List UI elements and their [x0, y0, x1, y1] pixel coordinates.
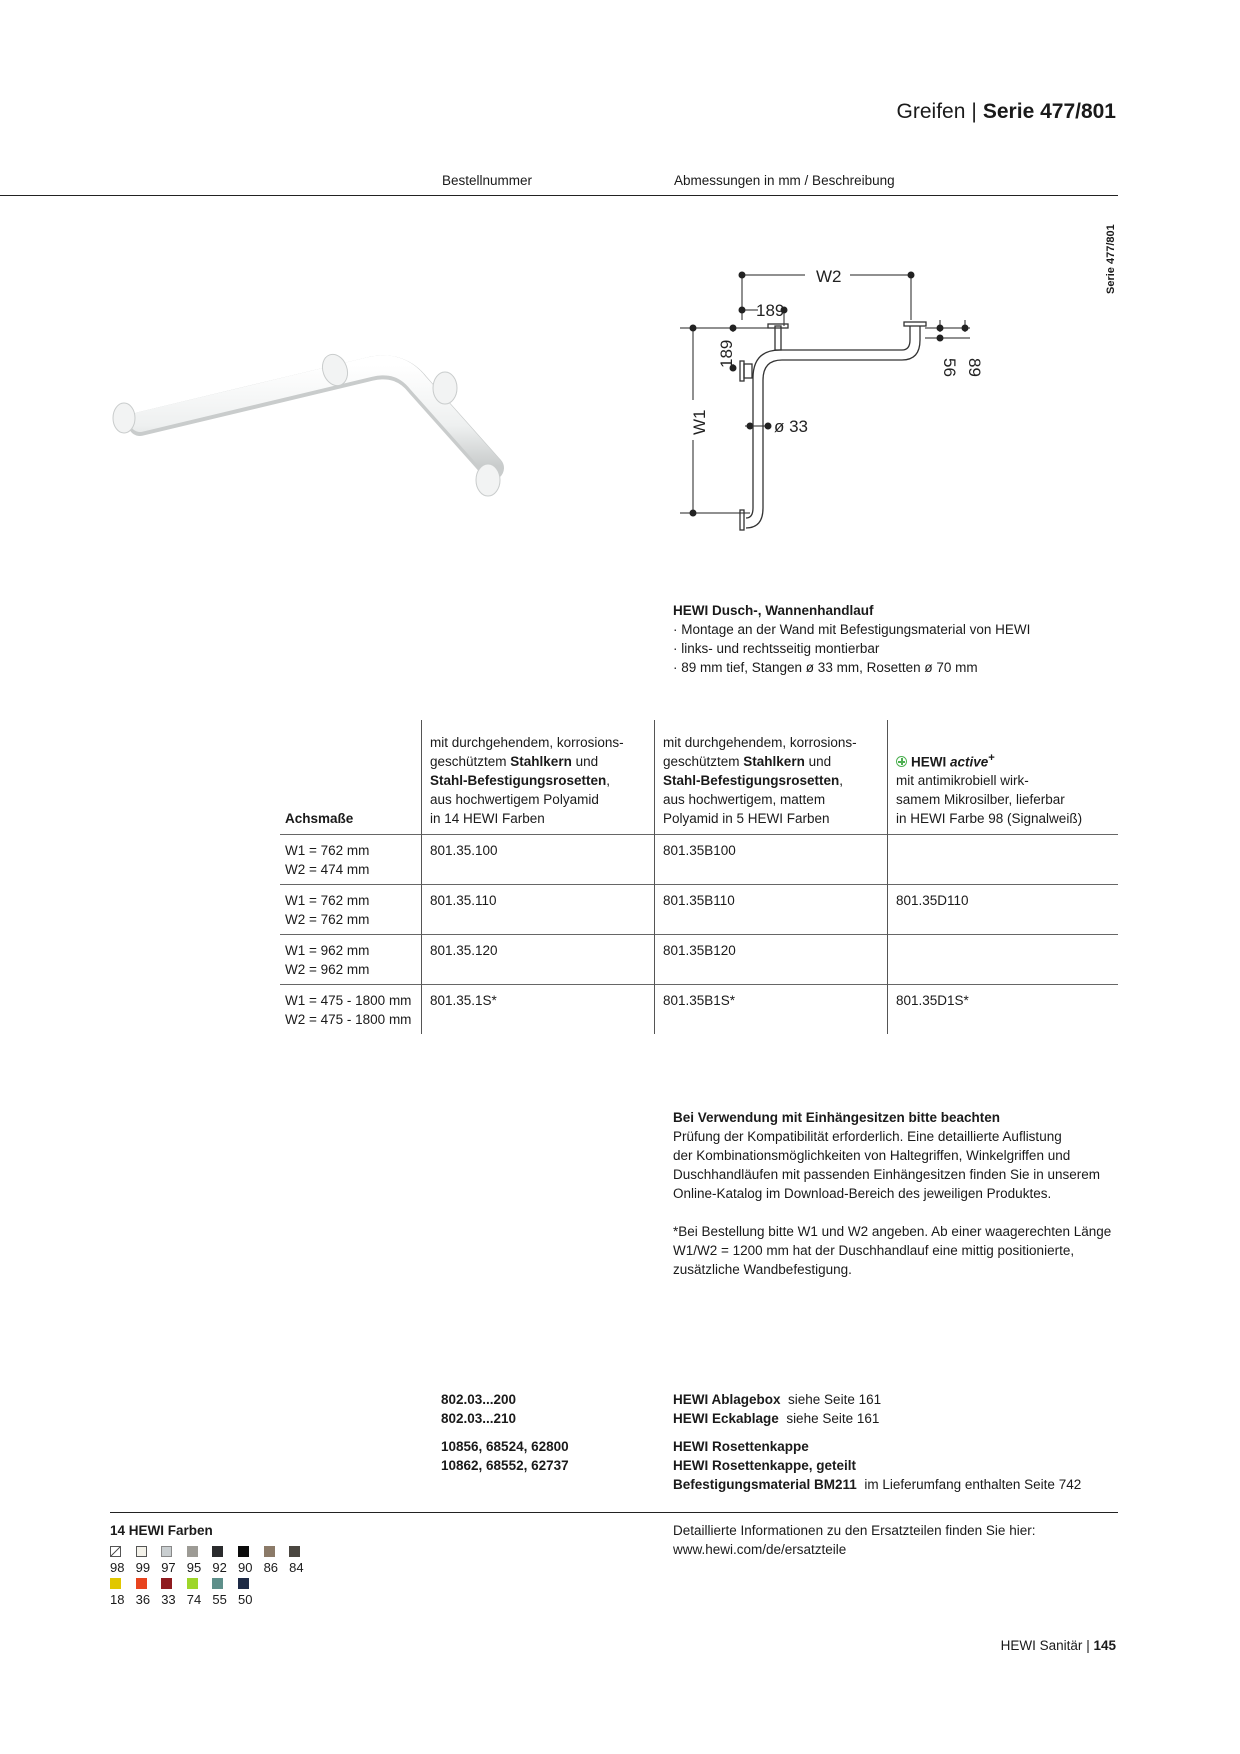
header-bold: Stahlkern — [743, 754, 805, 769]
product-title: HEWI Dusch-, Wannenhandlauf — [673, 603, 874, 618]
header-line: Polyamid in 5 HEWI Farben — [663, 811, 830, 826]
series-label: Serie 477/801 — [982, 100, 1116, 123]
header-text: und — [804, 754, 832, 769]
accessory-name: Befestigungsmaterial BM211 — [673, 1477, 857, 1492]
order-code: 801.35B100 — [655, 835, 888, 885]
swatch-90-icon — [238, 1546, 249, 1557]
swatch-99-icon — [136, 1546, 147, 1557]
spare-parts-info — [673, 1521, 1035, 1559]
dim-w1: W1 = 962 mm — [285, 943, 370, 958]
color-code: 55 — [212, 1592, 227, 1607]
order-code — [888, 835, 1119, 885]
order-code: 801.35D110 — [888, 885, 1119, 935]
table-row — [280, 885, 1118, 935]
table-row — [280, 835, 1118, 885]
color-code: 18 — [110, 1592, 125, 1607]
swatch-98-icon — [110, 1546, 121, 1557]
spec-table — [280, 720, 1118, 1034]
notice-line: Online-Katalog im Download-Bereich des jeweiligen Produktes. — [673, 1186, 1052, 1201]
header-col-active — [888, 720, 1119, 835]
dim-w1: W1 = 762 mm — [285, 893, 370, 908]
header-line: in HEWI Farbe 98 (Signalweiß) — [896, 811, 1083, 826]
header-line: mit antimikrobiell wirk- — [896, 773, 1029, 788]
label-diameter: ø 33 — [774, 417, 809, 436]
product-bullet: · 89 mm tief, Stangen ø 33 mm, Rosetten ø 70 mm — [673, 660, 978, 675]
page-footer — [1001, 1638, 1116, 1653]
footer-brand: HEWI Sanitär — [1000, 1638, 1083, 1653]
label-189-vertical: 189 — [717, 339, 736, 368]
product-description — [673, 601, 1093, 677]
header-line: samem Mikrosilber, lieferbar — [896, 792, 1065, 807]
swatch-row-1 — [110, 1545, 315, 1560]
header-bold: HEWI — [911, 754, 950, 769]
color-code: 74 — [186, 1592, 202, 1607]
column-label-order-number: Bestellnummer — [442, 173, 533, 188]
order-code: 801.35D1S* — [888, 985, 1119, 1035]
order-code: 801.35B120 — [655, 935, 888, 985]
spare-parts-text: Detaillierte Informationen zu den Ersatzteilen finden Sie hier: — [673, 1523, 1036, 1538]
accessory-code: 10862, 68552, 62737 — [441, 1458, 569, 1473]
accessory-name: HEWI Rosettenkappe — [673, 1439, 809, 1454]
accessory-names — [673, 1390, 1081, 1494]
product-bullet: · Montage an der Wand mit Befestigungsmaterial von HEWI — [673, 622, 1031, 637]
left-rosette — [113, 403, 135, 433]
swatch-74-icon — [187, 1578, 198, 1589]
color-code: 97 — [161, 1560, 176, 1575]
header-line: in 14 HEWI Farben — [430, 811, 545, 826]
category-label: Greifen — [896, 100, 966, 123]
color-code: 99 — [135, 1560, 151, 1575]
order-code — [888, 935, 1119, 985]
accessory-ref: im Lieferumfang enthalten Seite 742 — [864, 1477, 1082, 1492]
order-code: 801.35.110 — [422, 885, 655, 935]
header-bold: Stahl-Befestigungsrosetten — [430, 773, 607, 788]
header-col-standard — [422, 720, 655, 835]
active-plus-icon — [896, 756, 907, 767]
dim-w2: W2 = 962 mm — [285, 962, 370, 977]
column-label-dimensions: Abmessungen in mm / Beschreibung — [674, 173, 895, 188]
notice-line: Duschhandläufen mit passenden Einhängesitzen finden Sie in unserem — [673, 1167, 1101, 1182]
order-code: 801.35B1S* — [655, 985, 888, 1035]
header-text: , — [606, 773, 611, 788]
header-axis: Achsmaße — [285, 811, 354, 826]
order-code: 801.35.1S* — [422, 985, 655, 1035]
product-photo — [100, 340, 580, 510]
dim-w2: W2 = 762 mm — [285, 912, 370, 927]
spare-parts-link[interactable]: www.hewi.com/de/ersatzteile — [673, 1542, 847, 1557]
swatch-86-icon — [264, 1546, 275, 1557]
notice-block — [673, 1108, 1123, 1279]
header-rule — [0, 195, 1118, 196]
side-tab-label: Serie 477/801 — [1105, 224, 1117, 294]
header-line: aus hochwertigem Polyamid — [430, 792, 599, 807]
swatch-55-icon — [212, 1578, 223, 1589]
notice-line: Prüfung der Kompatibilität erforderlich. Eine detaillierte Auflistung — [673, 1129, 1062, 1144]
color-code: 92 — [212, 1560, 227, 1575]
swatch-18-icon — [110, 1578, 121, 1589]
swatch-row-2 — [110, 1577, 264, 1592]
header-text: geschütztem — [430, 754, 511, 769]
color-code: 90 — [237, 1560, 253, 1575]
accessory-code: 10856, 68524, 62800 — [441, 1439, 569, 1454]
header-line: mit durchgehendem, korrosions- — [430, 735, 624, 750]
accessory-code: 802.03...200 — [441, 1392, 517, 1407]
swatch-97-icon — [161, 1546, 172, 1557]
table-row — [280, 985, 1118, 1035]
dim-w2: W2 = 475 - 1800 mm — [285, 1012, 412, 1027]
table-row — [280, 935, 1118, 985]
header-col-matte — [655, 720, 888, 835]
accessory-name: HEWI Eckablage — [673, 1411, 779, 1426]
color-code: 50 — [237, 1592, 253, 1607]
bottom-rosette — [476, 464, 500, 496]
label-189-horizontal: 189 — [756, 301, 785, 320]
product-bullet: · links- und rechtsseitig montierbar — [673, 641, 880, 656]
header-bold-italic: active — [950, 754, 989, 769]
header-bold: Stahlkern — [510, 754, 572, 769]
corner-rosette — [433, 372, 457, 404]
color-code: 36 — [135, 1592, 151, 1607]
accessory-code: 802.03...210 — [441, 1411, 517, 1426]
swatch-codes-row-1 — [110, 1560, 315, 1575]
footnote-line: *Bei Bestellung bitte W1 und W2 angeben. Ab einer waagerechten Länge — [673, 1224, 1112, 1239]
notice-line: der Kombinationsmöglichkeiten von Haltegriffen, Winkelgriffen und — [673, 1148, 1071, 1163]
color-code: 95 — [186, 1560, 202, 1575]
accessory-name: HEWI Ablagebox — [673, 1392, 781, 1407]
order-code: 801.35.100 — [422, 835, 655, 885]
header-text: geschütztem — [663, 754, 744, 769]
swatch-50-icon — [238, 1578, 249, 1589]
footnote-line: W1/W2 = 1200 mm hat der Duschhandlauf eine mittig positionierte, — [673, 1243, 1075, 1258]
header-bold: Stahl-Befestigungsrosetten — [663, 773, 840, 788]
accessory-ref: siehe Seite 161 — [786, 1411, 880, 1426]
title-separator: | — [971, 100, 977, 123]
swatch-36-icon — [136, 1578, 147, 1589]
table-header-row — [280, 720, 1118, 835]
colors-title: 14 HEWI Farben — [110, 1523, 213, 1538]
label-w2: W2 — [816, 267, 842, 286]
accessory-ref: siehe Seite 161 — [788, 1392, 882, 1407]
footnote-line: zusätzliche Wandbefestigung. — [673, 1262, 852, 1277]
order-code: 801.35.120 — [422, 935, 655, 985]
bottom-rule — [110, 1512, 1118, 1513]
header-line: aus hochwertigem, mattem — [663, 792, 826, 807]
swatch-95-icon — [187, 1546, 198, 1557]
color-code: 98 — [110, 1560, 125, 1575]
page-title — [897, 100, 1116, 124]
footer-separator: | — [1086, 1638, 1090, 1653]
label-w1: W1 — [690, 409, 709, 435]
color-code: 33 — [161, 1592, 176, 1607]
dim-w2: W2 = 474 mm — [285, 862, 370, 877]
color-code: 86 — [263, 1560, 279, 1575]
swatch-33-icon — [161, 1578, 172, 1589]
accessory-name: HEWI Rosettenkappe, geteilt — [673, 1458, 857, 1473]
swatch-84-icon — [289, 1546, 300, 1557]
label-89: 89 — [965, 358, 984, 377]
header-sup: + — [988, 751, 995, 764]
header-text: , — [839, 773, 844, 788]
header-text: und — [571, 754, 599, 769]
header-line: mit durchgehendem, korrosions- — [663, 735, 857, 750]
swatch-92-icon — [212, 1546, 223, 1557]
label-56: 56 — [940, 358, 959, 377]
color-code: 84 — [289, 1560, 304, 1575]
dim-w1: W1 = 475 - 1800 mm — [285, 993, 412, 1008]
order-code: 801.35B110 — [655, 885, 888, 935]
page-number: 145 — [1093, 1638, 1116, 1653]
notice-title: Bei Verwendung mit Einhängesitzen bitte beachten — [673, 1110, 1001, 1125]
dim-w1: W1 = 762 mm — [285, 843, 370, 858]
side-tab — [1101, 218, 1115, 298]
accessory-codes — [441, 1390, 569, 1475]
technical-drawing — [670, 260, 1000, 535]
swatch-codes-row-2 — [110, 1592, 264, 1607]
